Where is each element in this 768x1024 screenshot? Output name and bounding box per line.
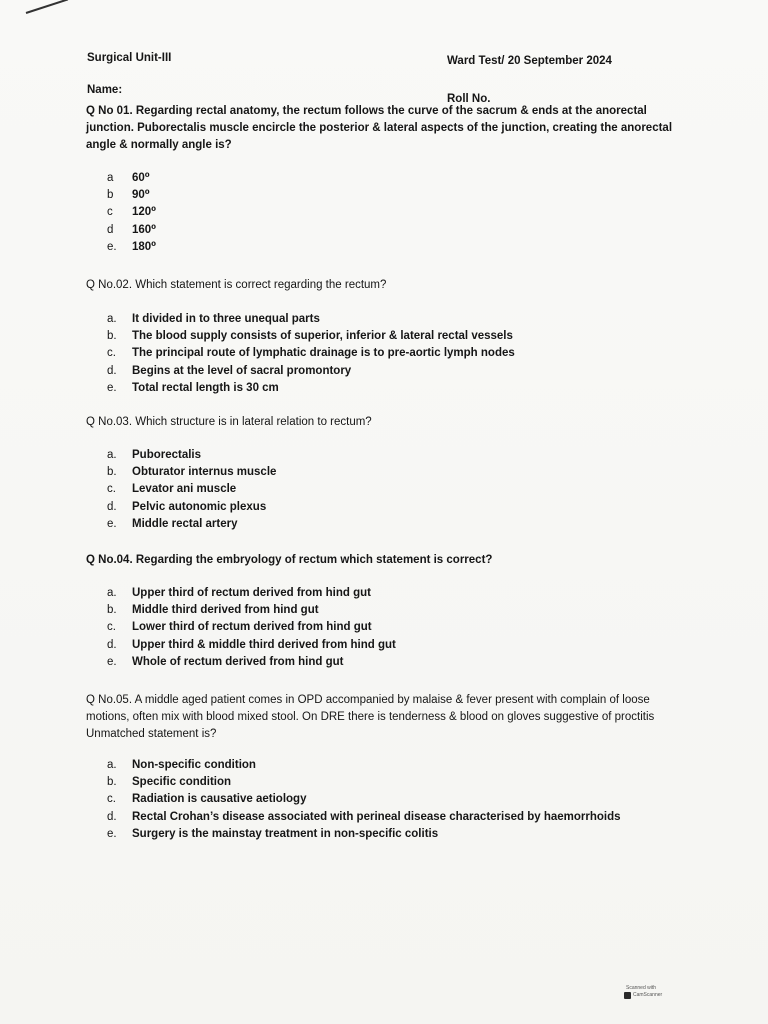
question-3 <box>86 414 678 431</box>
option: c. The principal route of lymphatic drainage is to pre-aortic lymph nodes <box>107 347 515 360</box>
question-2 <box>86 277 678 294</box>
question-text: Q No 01. Regarding rectal anatomy, the rectum follows the curve of the sacrum & ends at the anorectal junction. Puborectalis muscle encircle the posterior & lateral aspects of the junction, creating the anorectal angle & normally angle is? <box>86 105 673 151</box>
question-4 <box>86 552 678 569</box>
option: b. The blood supply consists of superior, inferior & lateral rectal vessels <box>107 330 513 343</box>
camscanner-logo-icon <box>624 992 631 999</box>
option: c. Levator ani muscle <box>107 483 237 496</box>
question-2-options <box>107 311 515 397</box>
option: e. 180⁰ <box>107 240 157 253</box>
option: e. Total rectal length is 30 cm <box>107 381 279 394</box>
option: a. Puborectalis <box>107 449 202 461</box>
watermark-caption: Scanned with <box>625 985 657 991</box>
option: b. Obturator internus muscle <box>107 466 277 479</box>
option: b. Middle third derived from hind gut <box>107 604 319 617</box>
question-text: Q No.03. Which structure is in lateral relation to rectum? <box>86 416 372 428</box>
test-title: Ward Test/ 20 September 2024 <box>447 55 612 67</box>
question-text: Q No.02. Which statement is correct regarding the rectum? <box>86 279 387 291</box>
camscanner-watermark <box>624 985 663 1011</box>
pen-mark <box>26 0 68 14</box>
question-5-options <box>107 757 621 843</box>
option: a. It divided in to three unequal parts <box>107 313 320 325</box>
question-text: Q No.05. A middle aged patient comes in OPD accompanied by malaise & fever present with complain of loose motions, often mix with blood mixed stool. On DRE there is tenderness & blood on gloves suggestive of proctitis Unmatched statement is? <box>86 694 655 740</box>
question-text: Q No.04. Regarding the embryology of rectum which statement is correct? <box>86 554 493 566</box>
option: c 120⁰ <box>107 206 157 219</box>
option: d. Pelvic autonomic plexus <box>107 500 267 513</box>
option: e. Middle rectal artery <box>107 517 238 530</box>
option: d 160⁰ <box>107 223 157 236</box>
question-3-options <box>107 447 276 533</box>
watermark-brand-text: CamScanner <box>633 992 663 998</box>
option: a 60⁰ <box>107 172 150 184</box>
option: a. Non-specific condition <box>107 759 256 771</box>
option: a. Upper third of rectum derived from hind gut <box>107 587 371 599</box>
unit-title: Surgical Unit-III <box>87 52 172 64</box>
option: d. Upper third & middle third derived from hind gut <box>107 638 396 651</box>
option: c. Radiation is causative aetiology <box>107 793 307 806</box>
option: e. Whole of rectum derived from hind gut <box>107 655 344 668</box>
option: b 90⁰ <box>107 189 150 202</box>
option: d. Rectal Crohan’s disease associated with perineal disease characterised by haemorrhoids <box>107 810 621 823</box>
roll-number-label: Roll No. <box>447 93 491 105</box>
question-1-options <box>107 170 156 256</box>
option: e. Surgery is the mainstay treatment in non-specific colitis <box>107 827 439 840</box>
option: b. Specific condition <box>107 776 232 789</box>
option: c. Lower third of rectum derived from hind gut <box>107 621 372 634</box>
name-label: Name: <box>87 84 123 96</box>
question-5 <box>86 692 678 743</box>
option: d. Begins at the level of sacral promontory <box>107 364 352 377</box>
question-1 <box>86 103 678 154</box>
watermark-brand <box>624 992 662 999</box>
question-4-options <box>107 585 396 671</box>
